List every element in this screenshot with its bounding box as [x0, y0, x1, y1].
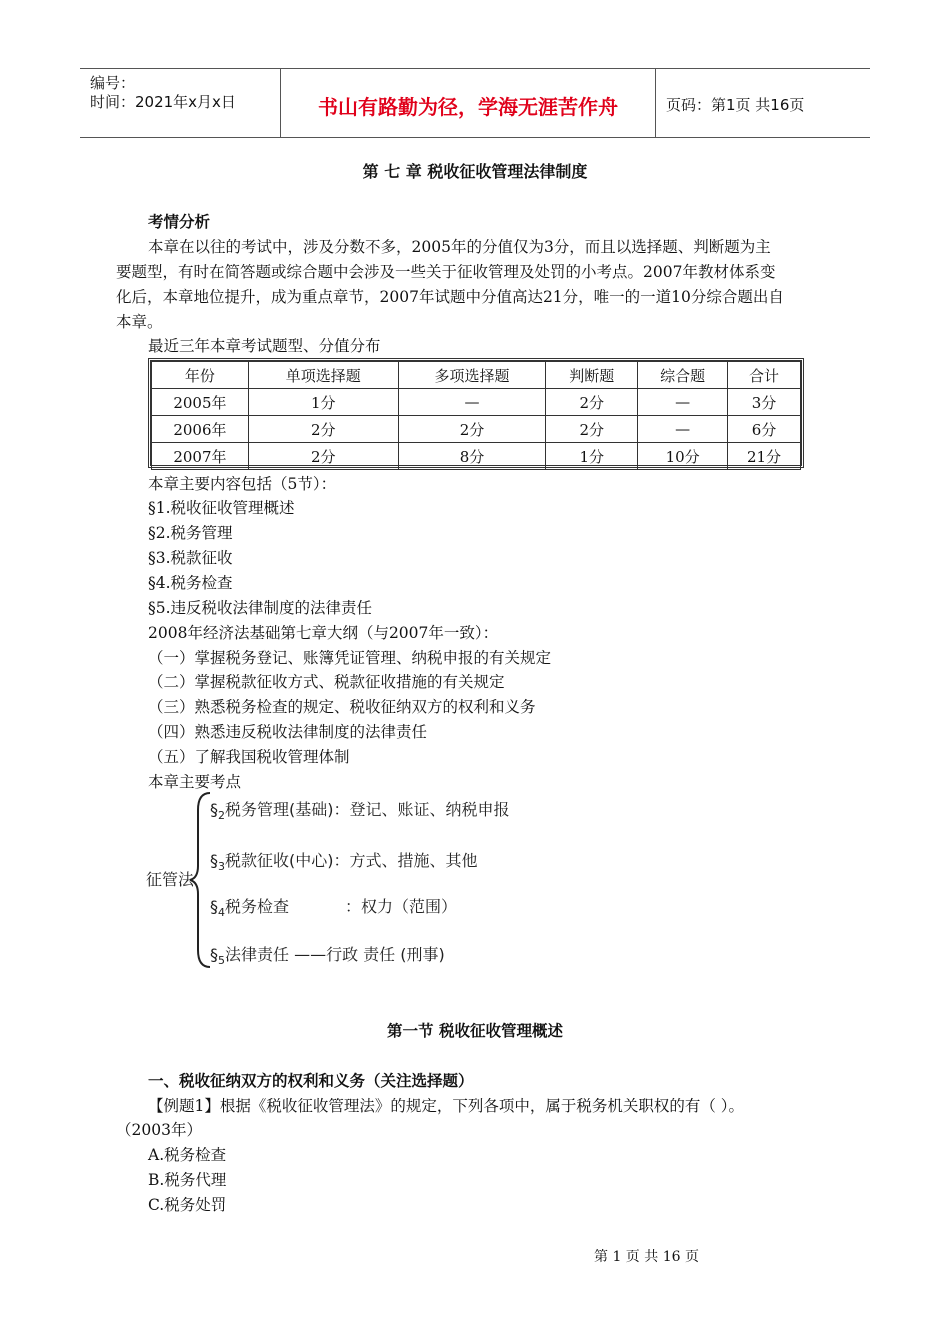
- table-cell: 2分: [546, 389, 638, 416]
- contents-section: §5.违反税收法律制度的法律责任: [148, 599, 373, 617]
- syllabus-item: （四）熟悉违反税收法律制度的法律责任: [148, 723, 428, 741]
- mindmap-branch: [210, 894, 457, 919]
- branch-number: 3: [218, 860, 225, 874]
- section-sign-icon: §: [210, 851, 218, 870]
- table-row: [152, 389, 801, 416]
- number-label: 编号：: [90, 74, 136, 92]
- table-header-cell: 合计: [728, 362, 801, 389]
- branch-text: 税务检查 ：权力（范围）: [225, 897, 457, 916]
- example-option: C.税务处罚: [148, 1196, 227, 1214]
- syllabus-item: （一）掌握税务登记、账簿凭证管理、纳税申报的有关规定: [148, 649, 552, 667]
- table-header-cell: 单项选择题: [248, 362, 398, 389]
- page-header: [80, 68, 870, 138]
- table-cell: 2分: [546, 416, 638, 443]
- table-cell: 8分: [398, 443, 546, 470]
- table-cell: 2分: [248, 416, 398, 443]
- table-cell: 2006年: [152, 416, 249, 443]
- table-cell: 2分: [248, 443, 398, 470]
- table-cell: —: [638, 416, 728, 443]
- section-sign-icon: §: [210, 945, 218, 964]
- example-question: 【例题1】根据《税收征收管理法》的规定，下列各项中，属于税务机关职权的有（ ）。: [148, 1097, 745, 1115]
- analysis-heading: 考情分析: [148, 213, 211, 231]
- time-label: 时间：2021年x月x日: [90, 93, 236, 111]
- branch-text: 法律责任 ——行政 责任 (刑事): [225, 945, 445, 964]
- example-option: A.税务检查: [148, 1146, 227, 1164]
- header-meta-cell: [80, 69, 280, 137]
- table-cell: 10分: [638, 443, 728, 470]
- table-cell: 2分: [398, 416, 546, 443]
- section-subheading: 一、税收征纳双方的权利和义务（关注选择题）: [148, 1072, 474, 1090]
- page-footer: 第 1 页 共 16 页: [594, 1249, 699, 1265]
- section-sign-icon: §: [210, 800, 218, 819]
- motto: 书山有路勤为径，学海无涯苦作舟: [318, 95, 618, 119]
- syllabus-item: （五）了解我国税收管理体制: [148, 748, 350, 766]
- table-header-cell: 多项选择题: [398, 362, 546, 389]
- syllabus-intro: 2008年经济法基础第七章大纲（与2007年一致）：: [148, 624, 499, 642]
- table-caption: 最近三年本章考试题型、分值分布: [148, 337, 381, 355]
- header-page-cell: [656, 69, 870, 137]
- table-cell: 2005年: [152, 389, 249, 416]
- branch-text: 税款征收(中心)：方式、措施、其他: [225, 851, 478, 870]
- table-header-cell: 年份: [152, 362, 249, 389]
- mindmap-root: 征管法: [146, 870, 195, 889]
- mindmap-branch: [210, 848, 478, 873]
- section-title: 第一节 税收征收管理概述: [387, 1022, 563, 1040]
- contents-section: §2.税务管理: [148, 524, 233, 542]
- header-motto-cell: [280, 69, 656, 137]
- table-cell: 21分: [728, 443, 801, 470]
- branch-number: 2: [218, 809, 225, 823]
- analysis-line: 要题型，有时在简答题或综合题中会涉及一些关于征收管理及处罚的小考点。2007年教材体系变: [116, 263, 776, 281]
- table-cell: 1分: [248, 389, 398, 416]
- table-header-cell: 综合题: [638, 362, 728, 389]
- syllabus-item: （二）掌握税款征收方式、税款征收措施的有关规定: [148, 673, 505, 691]
- table-row: [152, 443, 801, 470]
- key-points-heading: 本章主要考点: [148, 773, 242, 791]
- example-year: （2003年）: [116, 1121, 202, 1139]
- table-header-row: [152, 362, 801, 389]
- table-row: [152, 416, 801, 443]
- table-cell: —: [638, 389, 728, 416]
- table-cell: 1分: [546, 443, 638, 470]
- mindmap-branch: [210, 942, 445, 967]
- syllabus-item: （三）熟悉税务检查的规定、税收征纳双方的权利和义务: [148, 698, 536, 716]
- table-header-cell: 判断题: [546, 362, 638, 389]
- analysis-line: 本章在以往的考试中，涉及分数不多，2005年的分值仅为3分，而且以选择题、判断题为主: [148, 238, 771, 256]
- contents-intro: 本章主要内容包括（5节）：: [148, 475, 337, 493]
- example-option: B.税务代理: [148, 1171, 227, 1189]
- branch-text: 税务管理(基础)：登记、账证、纳税申报: [225, 800, 510, 819]
- chapter-title: 第 七 章 税收征收管理法律制度: [362, 162, 588, 181]
- table-cell: 2007年: [152, 443, 249, 470]
- table-cell: 6分: [728, 416, 801, 443]
- contents-section: §3.税款征收: [148, 549, 233, 567]
- analysis-line: 化后，本章地位提升，成为重点章节，2007年试题中分值高达21分，唯一的一道10分综合题出自: [116, 288, 784, 306]
- table-cell: 3分: [728, 389, 801, 416]
- contents-section: §4.税务检查: [148, 574, 233, 592]
- branch-number: 5: [218, 954, 225, 968]
- section-sign-icon: §: [210, 897, 218, 916]
- mindmap-branch: [210, 797, 510, 822]
- score-table: [148, 358, 804, 468]
- table-cell: —: [398, 389, 546, 416]
- branch-number: 4: [218, 906, 225, 920]
- page-info: 页码：第1页 共16页: [666, 96, 805, 114]
- contents-section: §1.税收征收管理概述: [148, 499, 295, 517]
- analysis-line: 本章。: [116, 313, 163, 331]
